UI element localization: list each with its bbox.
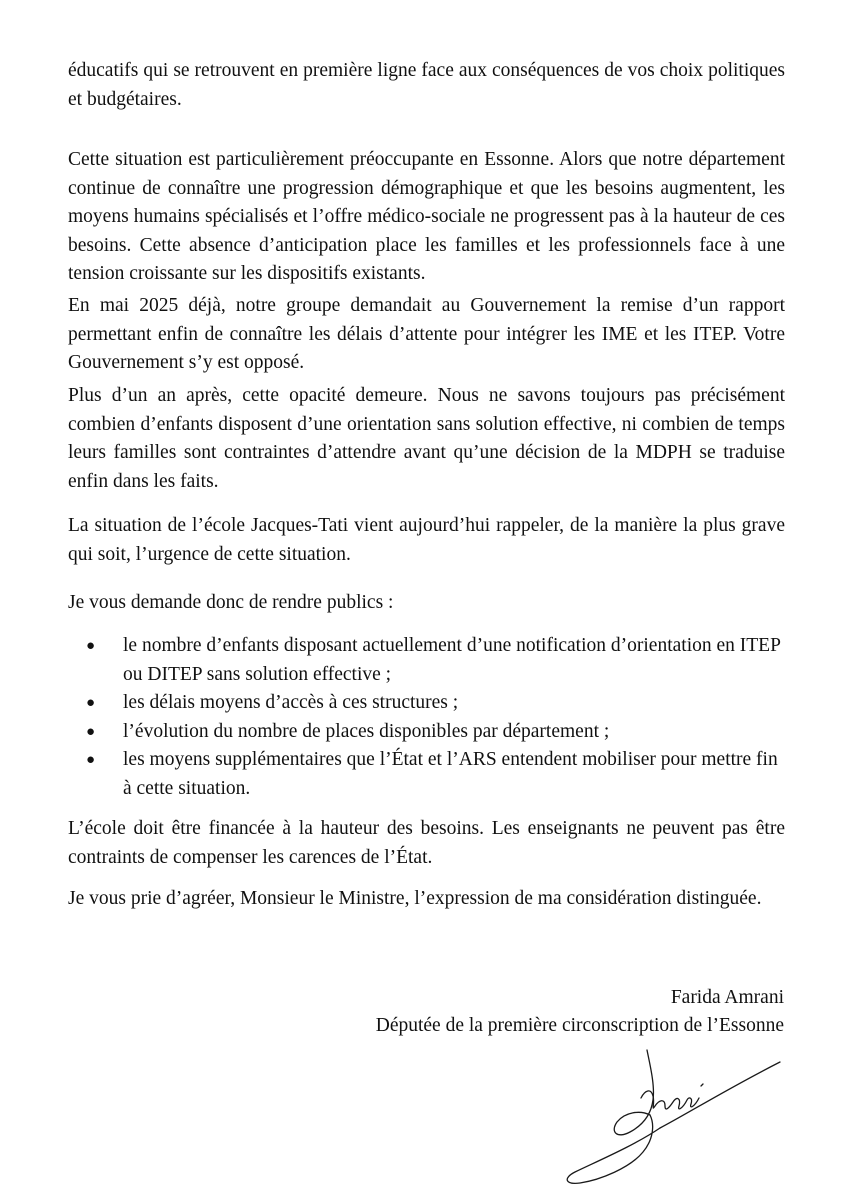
bullet-icon: ● — [86, 752, 96, 768]
handwritten-signature — [555, 1040, 785, 1190]
paragraph-intro-continued: éducatifs qui se retrouvent en première ligne face aux conséquences de vos choix politiques et budgétaires. — [68, 60, 785, 110]
paragraph-school-funding: L’école doit être financée à la hauteur des besoins. Les enseignants ne peuvent pas être contraints de compenser les carences de l’État. — [68, 818, 785, 868]
list-item — [68, 689, 785, 718]
paragraph-opacity: Plus d’un an après, cette opacité demeure. Nous ne savons toujours pas précisément combien d’enfants disposent d’une orientation sans solution effective, ni combien de temps leurs familles sont contraintes d’attendre avant qu’une décision de la MDPH se traduise enfin dans les faits. — [68, 385, 785, 492]
list-item — [68, 632, 785, 689]
list-item-text: l’évolution du nombre de places disponibles par département ; — [123, 720, 610, 742]
paragraph-essonne-situation: Cette situation est particulièrement préoccupante en Essonne. Alors que notre département continue de connaître une progression démographique et que les besoins augmentent, les moyens humains spécialisés et l’offre médico-sociale ne progressent pas à la hauteur de ces besoins. Cette absence d’anticipation place les familles et les professionnels face à une tension croissante sur les dispositifs existants. — [68, 149, 785, 284]
paragraph-closing-formula: Je vous prie d’agréer, Monsieur le Ministre, l’expression de ma considération distinguée. — [68, 888, 762, 909]
signer-name: Farida Amrani — [670, 987, 784, 1008]
list-item-text: les moyens supplémentaires que l’État et l’ARS entendent mobiliser pour mettre fin à cette situation. — [123, 749, 778, 799]
paragraph-jacques-tati-school: La situation de l’école Jacques-Tati vient aujourd’hui rappeler, de la manière la plus grave qui soit, l’urgence de cette situation. — [68, 515, 785, 565]
list-item-text: le nombre d’enfants disposant actuellement d’une notification d’orientation en ITEP ou DITEP sans solution effective ; — [123, 635, 781, 685]
signer-title: Députée de la première circonscription de l’Essonne — [375, 1015, 784, 1036]
list-item — [68, 718, 785, 747]
bullet-icon: ● — [86, 695, 96, 711]
bullet-icon: ● — [86, 723, 96, 740]
bullet-icon: ● — [86, 638, 96, 654]
paragraph-request-intro: Je vous demande donc de rendre publics : — [68, 592, 394, 613]
paragraph-may-2025-report: En mai 2025 déjà, notre groupe demandait au Gouvernement la remise d’un rapport permettant enfin de connaître les délais d’attente pour intégrer les IME et les ITEP. Votre Gouvernement s’y est opposé. — [68, 295, 785, 373]
list-item — [68, 746, 785, 803]
list-item-text: les délais moyens d’accès à ces structures ; — [123, 692, 459, 713]
request-list — [68, 632, 785, 803]
